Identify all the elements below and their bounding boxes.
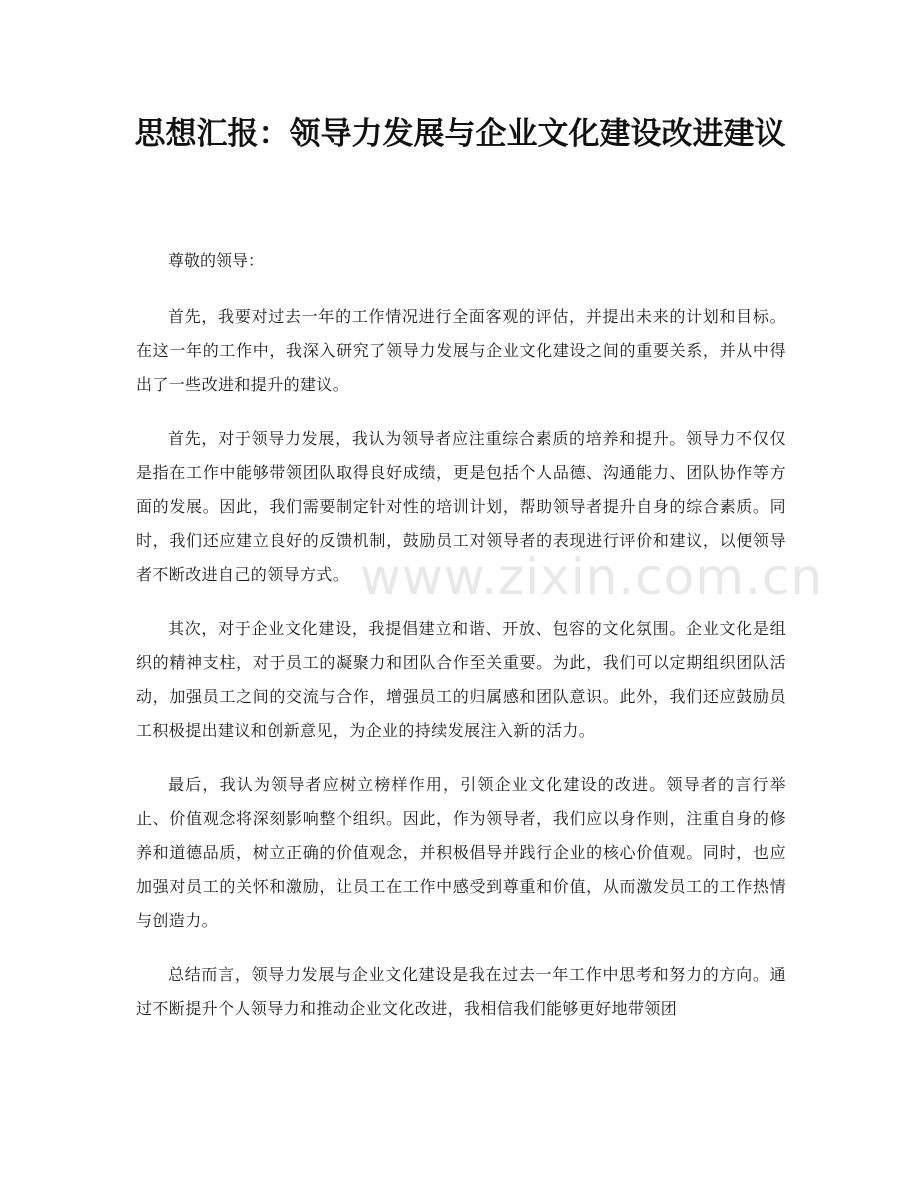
salutation: 尊敬的领导： xyxy=(168,251,265,270)
paragraph-1: 首先，我要对过去一年的工作情况进行全面客观的评估，并提出未来的计划和目标。在这一年的工作中，我深入研究了领导力发展与企业文化建设之间的重要关系，并从中得出了一些改进和提升的建议。 xyxy=(136,307,786,394)
paragraph-3: 其次，对于企业文化建设，我提倡建立和谐、开放、包容的文化氛围。企业文化是组织的精神支柱，对于员工的凝聚力和团队合作至关重要。为此，我们可以定期组织团队活动，加强员工之间的交流与合作，增强员工的归属感和团队意识。此外，我们还应鼓励员工积极提出建议和创新意见，为企业的持续发展注入新的活力。 xyxy=(136,619,786,740)
document-body xyxy=(136,244,786,1046)
paragraph-4: 最后，我认为领导者应树立榜样作用，引领企业文化建设的改进。领导者的言行举止、价值观念将深刻影响整个组织。因此，作为领导者，我们应以身作则，注重自身的修养和道德品质，树立正确的价值观念，并积极倡导并践行企业的核心价值观。同时，也应加强对员工的关怀和激励，让员工在工作中感受到尊重和价值，从而激发员工的工作热情与创造力。 xyxy=(136,775,786,930)
paragraph-2: 首先，对于领导力发展，我认为领导者应注重综合素质的培养和提升。领导力不仅仅是指在工作中能够带领团队取得良好成绩，更是包括个人品德、沟通能力、团队协作等方面的发展。因此，我们需要制定针对性的培训计划，帮助领导者提升自身的综合素质。同时，我们还应建立良好的反馈机制，鼓励员工对领导者的表现进行评价和建议，以便领导者不断改进自己的领导方式。 xyxy=(136,429,786,584)
paragraph-5: 总结而言，领导力发展与企业文化建设是我在过去一年工作中思考和努力的方向。通过不断提升个人领导力和推动企业文化改进，我相信我们能够更好地带领团 xyxy=(136,965,786,1018)
watermark: www.zixin.com.cn xyxy=(360,548,824,606)
document-title: 思想汇报：领导力发展与企业文化建设改进建议 xyxy=(134,116,786,152)
